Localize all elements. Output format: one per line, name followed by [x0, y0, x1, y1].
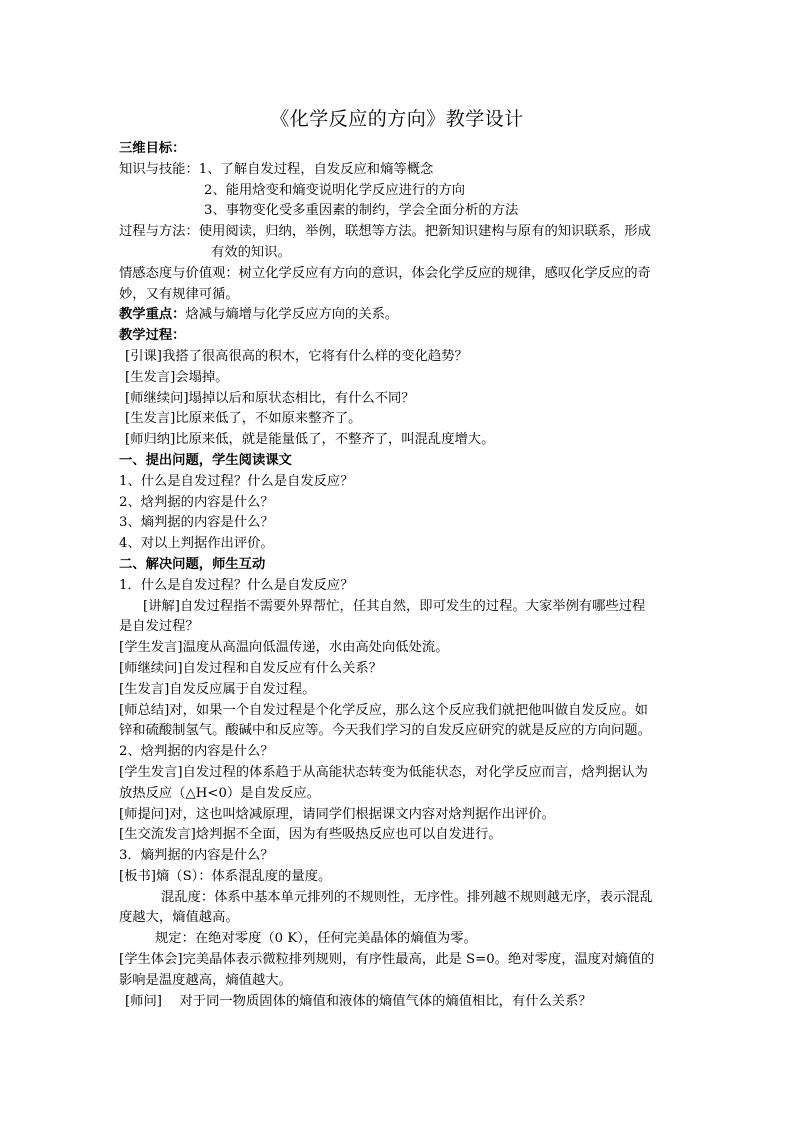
paragraph-line: 一、提出问题，学生阅读课文: [119, 452, 292, 468]
paragraph-line: [师提问]对，这也叫焓减原理，请同学们根据课文内容对焓判据作出评价。: [119, 806, 555, 822]
paragraph-line: [师继续问]塌掉以后和原状态相比，有什么不同？: [125, 390, 415, 406]
paragraph-line: [讲解]自发过程指不需要外界帮忙，任其自然，即可发生的过程。大家举例有哪些过程: [143, 598, 646, 614]
paragraph-line: [生发言]自发反应属于自发过程。: [119, 681, 316, 697]
paragraph-line: 有效的知识。: [211, 244, 291, 260]
document-body: [119, 139, 679, 1012]
line-heading: 教学重点：: [119, 307, 186, 323]
paragraph-line: [生发言]会塌掉。: [125, 369, 229, 385]
paragraph-line: [生发言]比原来低了，不如原来整齐了。: [125, 411, 362, 427]
paragraph-line: 3、熵判据的内容是什么？: [119, 515, 274, 531]
paragraph-line: [师归纳]比原来低，就是能量低了，不整齐了，叫混乱度增大。: [125, 432, 495, 448]
paragraph-line: 影响是温度越高，熵值越大。: [119, 972, 292, 988]
paragraph-line: [引课]我搭了很高很高的积木，它将有什么样的变化趋势？: [125, 348, 468, 364]
paragraph-line: 锌和硫酸制氢气。酸碱中和反应等。今天我们学习的自发反应研究的就是反应的方向问题。: [119, 723, 651, 739]
paragraph-line: 二、解决问题，师生互动: [119, 556, 266, 572]
paragraph-line: 2、焓判据的内容是什么？: [119, 744, 274, 760]
paragraph-line: 规定：在绝对零度（0 K），任何完美晶体的熵值为零。: [155, 931, 477, 947]
paragraph-line: [师继续问]自发过程和自发反应有什么关系？: [119, 660, 383, 676]
document-title: 《化学反应的方向》教学设计: [270, 108, 524, 130]
paragraph-line: 三维目标：: [119, 141, 186, 156]
paragraph-line: 放热反应（△H<0）是自发反应。: [119, 785, 320, 801]
paragraph-line: 2、焓判据的内容是什么？: [119, 494, 274, 510]
paragraph-line: [学生发言]温度从高温向低温传递，水由高处向低处流。: [119, 640, 449, 656]
line-text: 焓减与熵增与化学反应方向的关系。: [185, 307, 399, 323]
paragraph-line: 3．熵判据的内容是什么？: [119, 848, 274, 864]
paragraph-line: 妙，又有规律可循。: [119, 286, 239, 302]
paragraph-line: [板书]熵（S）：体系混乱度的量度。: [119, 868, 332, 884]
paragraph-line: 情感态度与价值观：树立化学反应有方向的意识，体会化学反应的规律，感叹化学反应的奇: [119, 265, 651, 281]
paragraph-line: 度越大，熵值越高。: [119, 910, 239, 926]
paragraph-line: 3、事物变化受多重因素的制约，学会全面分析的方法: [204, 203, 519, 219]
paragraph-line: 是自发过程？: [119, 619, 199, 635]
paragraph-line: [生交流发言]焓判据不全面，因为有些吸热反应也可以自发进行。: [119, 827, 502, 843]
paragraph-line: 混乱度：体系中基本单元排列的不规则性，无序性。排列越不规则越无序，表示混乱: [161, 889, 653, 905]
paragraph-line: 1．什么是自发过程？什么是自发反应？: [119, 577, 354, 593]
paragraph-line: 1、什么是自发过程？什么是自发反应？: [119, 473, 354, 489]
paragraph-line: 知识与技能：1、了解自发过程，自发反应和熵等概念: [119, 161, 434, 177]
paragraph-line: 4、对以上判据作出评价。: [119, 536, 274, 552]
paragraph-line: [师总结]对，如果一个自发过程是个化学反应，那么这个反应我们就把他叫做自发反应。如: [119, 702, 648, 718]
paragraph-line: [师问] 对于同一物质固体的熵值和液体的熵值气体的熵值相比，有什么关系？: [125, 993, 592, 1009]
paragraph-line: [学生发言]自发过程的体系趋于从高能状态转变为低能状态，对化学反应而言，焓判据认为: [119, 764, 648, 780]
paragraph-line: 过程与方法：使用阅读，归纳，举例，联想等方法。把新知识建构与原有的知识联系，形成: [119, 224, 651, 240]
paragraph-line: 教学过程：: [119, 328, 186, 344]
paragraph-line: [119, 305, 679, 326]
paragraph-line: 2、能用焓变和熵变说明化学反应进行的方向: [204, 182, 466, 198]
paragraph-line: [学生体会]完美晶体表示微粒排列规则，有序性最高，此是 S=0。绝对零度，温度对熵值的: [119, 952, 655, 968]
